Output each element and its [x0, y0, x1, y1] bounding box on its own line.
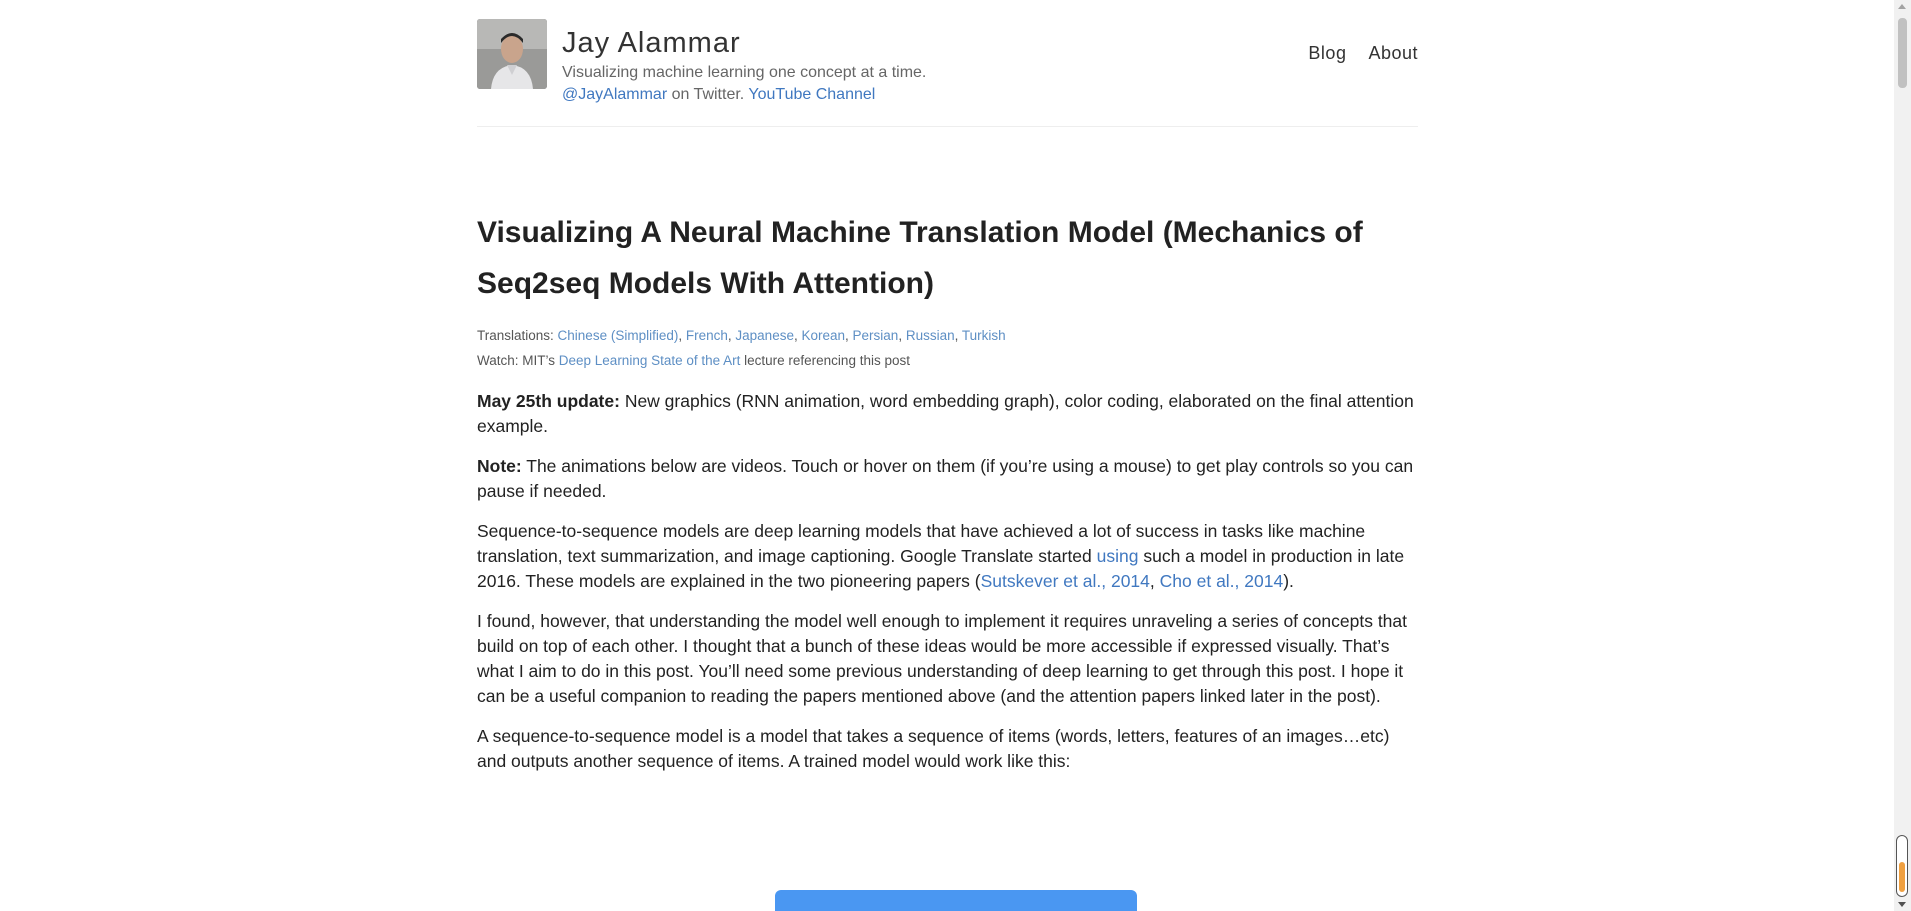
translation-link[interactable]: Chinese (Simplified): [557, 328, 679, 343]
twitter-link[interactable]: @JayAlammar: [562, 86, 668, 103]
twitter-suffix: on Twitter.: [667, 86, 749, 103]
translation-link[interactable]: French: [685, 328, 728, 343]
scroll-up-icon[interactable]: [1898, 4, 1906, 9]
sutskever-link[interactable]: Sutskever et al., 2014: [980, 571, 1150, 591]
social-links: [562, 85, 875, 105]
watch-line: [477, 352, 910, 370]
site-header: [477, 0, 1418, 127]
translation-link[interactable]: Russian: [905, 328, 955, 343]
using-link[interactable]: using: [1096, 546, 1139, 566]
intro-text: ).: [1283, 571, 1294, 591]
scroll-indicator-icon: [1896, 835, 1908, 897]
translation-link[interactable]: Korean: [801, 328, 846, 343]
site-tagline: Visualizing machine learning one concept at a time.: [562, 64, 927, 81]
watch-prefix: Watch: MIT’s: [477, 353, 559, 368]
motivation-paragraph: I found, however, that understanding the model well enough to implement it requires unraveling a series of concepts that build on top of each other. I thought that a bunch of these ideas would be more accessible if expressed visually. That’s what I aim to do in this post. You’ll need some previous understanding of deep learning to get through this post. I hope it can be a useful companion to reading the papers mentioned above (and the attention papers linked later in the post).: [477, 611, 1408, 706]
translation-link[interactable]: Persian: [852, 328, 899, 343]
update-text: New graphics (RNN animation, word embedding graph), color coding, elaborated on the final attention example.: [477, 391, 1414, 436]
intro-text: ,: [1149, 571, 1160, 591]
note-paragraph: [477, 454, 1422, 504]
content-wrapper: [477, 0, 1418, 771]
page-scrollbar[interactable]: [1894, 0, 1911, 911]
definition-paragraph: A sequence-to-sequence model is a model that takes a sequence of items (words, letters, features of an images…etc) and outputs another sequence of items. A trained model would work like this:: [477, 726, 1390, 771]
note-label: Note:: [477, 456, 522, 476]
author-avatar[interactable]: [477, 19, 547, 89]
site-title[interactable]: Jay Alammar: [562, 27, 741, 59]
avatar-photo: [477, 19, 547, 89]
seq2seq-video-figure[interactable]: [775, 890, 1137, 911]
update-paragraph: [477, 389, 1422, 439]
lecture-link[interactable]: Deep Learning State of the Art: [558, 353, 741, 368]
translation-link[interactable]: Turkish: [961, 328, 1006, 343]
translations-line: Translations: Chinese (Simplified), French, Japanese, Korean, Persian, Russian, Turkish: [477, 328, 1006, 343]
post-content: [477, 389, 1422, 789]
translation-link[interactable]: Japanese: [735, 328, 794, 343]
scroll-down-icon[interactable]: [1898, 902, 1906, 907]
intro-text: Sequence-to-sequence models are deep learning models that have achieved a lot of success in tasks like machine translation, text summarization, and image captioning. Google Translate started: [477, 521, 1366, 566]
nav-about[interactable]: About: [1368, 43, 1418, 63]
scrollbar-thumb[interactable]: [1898, 18, 1907, 88]
scroll-indicator-fill: [1899, 862, 1905, 892]
note-text: The animations below are videos. Touch or hover on them (if you’re using a mouse) to get play controls so you can pause if needed.: [477, 456, 1414, 501]
translations-label: Translations:: [477, 328, 558, 343]
youtube-link[interactable]: YouTube Channel: [748, 86, 876, 103]
update-label: May 25th update:: [477, 391, 620, 411]
intro-paragraph: [477, 519, 1422, 594]
site-nav: [1286, 43, 1418, 64]
nav-blog[interactable]: Blog: [1308, 43, 1347, 63]
intro-text: such a model in production in late 2016. These models are explained in the two pioneering papers (: [477, 546, 1405, 591]
post-title: Visualizing A Neural Machine Translation Model (Mechanics of Seq2seq Models With Attention): [477, 216, 1363, 300]
watch-suffix: lecture referencing this post: [740, 353, 910, 368]
cho-link[interactable]: Cho et al., 2014: [1159, 571, 1284, 591]
